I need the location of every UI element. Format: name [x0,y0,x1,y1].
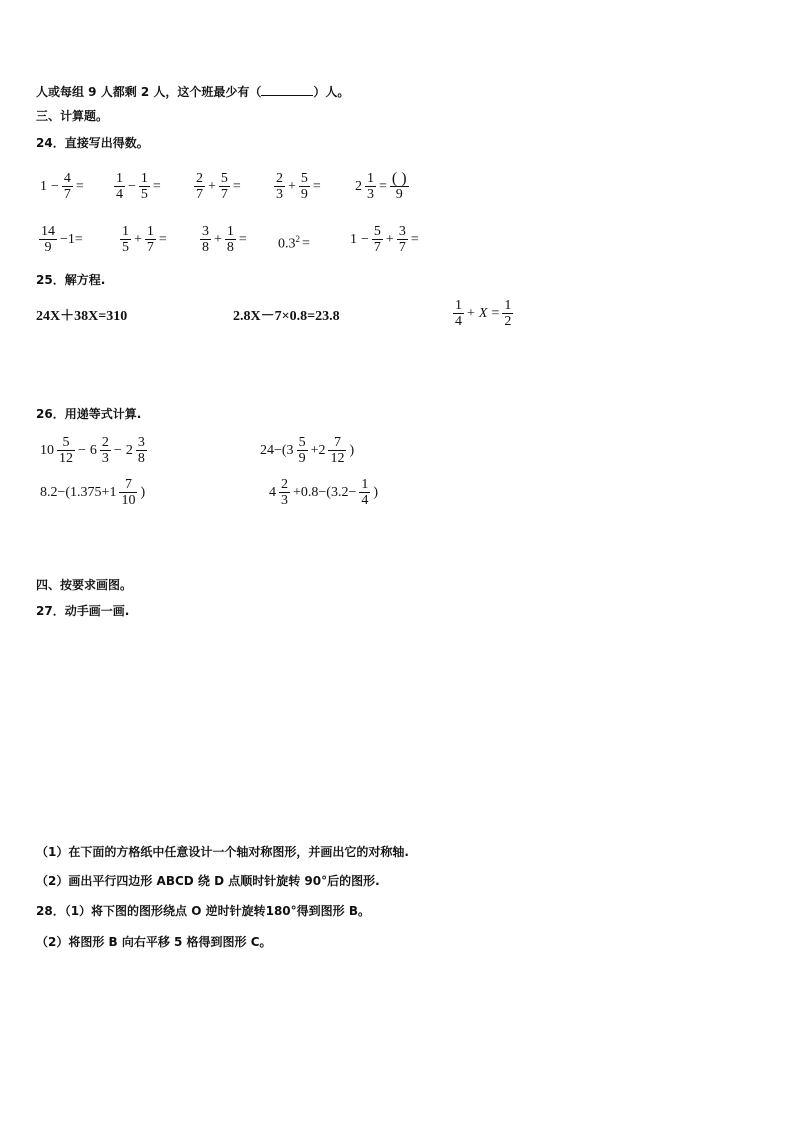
denominator: 12 [330,451,345,466]
q26-e4 [267,477,380,508]
fraction [62,171,73,202]
whole-part: 2 [355,178,362,194]
denominator: 9 [39,239,57,255]
equals: = [312,178,321,194]
whole-part: 6 [89,442,97,458]
numerator: 1 [504,298,512,313]
section-3-heading: 三、计算题。 [36,109,109,123]
fraction [145,224,156,255]
fraction [297,435,308,466]
whole-part: 2 [125,442,133,458]
whole-part: 10 [40,442,54,458]
numerator: 1 [226,224,234,239]
q24-r1-e2 [113,171,163,202]
numerator: 2 [276,171,283,186]
equals: = [238,231,247,247]
numerator: 5 [62,435,70,450]
fraction [299,171,310,202]
denominator: 7 [63,187,71,202]
q24-r2-e3 [199,224,249,255]
denominator: 4 [116,187,123,202]
whole-part: 4 [269,484,276,500]
operator: + [214,231,222,247]
numerator: 14 [41,224,55,239]
close-paren: ) [349,442,355,458]
denominator: 4 [455,314,462,329]
fraction [453,298,464,329]
q24-r1-e4 [273,171,323,202]
operator: − [78,442,86,458]
q25-eq1: 24X＋38X=310 [36,309,128,324]
q28-part1: 28．（1）将下图的图形绕点 O 逆时针旋转180°得到图形 B。 [36,904,370,918]
top-line-text-a: 人或每组 9 人都剩 2 人，这个班最少有（ [36,85,262,99]
denominator: 8 [202,240,209,255]
q28-part2: （2）将图形 B 向右平移 5 格得到图形 C。 [36,935,272,949]
expression-lead: 8.2−(1.375+1 [40,484,117,500]
equals: = [302,236,310,252]
fraction [200,224,211,255]
fraction [219,171,230,202]
denominator: 3 [101,451,109,466]
numerator: 4 [63,171,71,186]
fraction [390,171,409,202]
equals: = [410,231,419,247]
denominator: 7 [196,187,203,202]
numerator: 1 [455,298,462,313]
numerator: 1 [116,171,123,186]
q24-r2-e5 [348,224,421,255]
base: 0.3 [278,236,296,252]
denominator: 7 [373,240,381,255]
top-line-text-b: ）人。 [313,85,350,99]
operator: + [134,231,142,247]
top-line [36,84,349,100]
denominator: 7 [146,240,154,255]
fraction [502,298,513,329]
fraction [120,224,131,255]
equals: = [491,305,500,321]
q24-title: 24．直接写出得数。 [36,136,149,150]
fraction [274,171,285,202]
fraction [225,224,236,255]
denominator: 9 [298,451,306,466]
fraction [136,435,147,466]
fraction [119,477,137,508]
q26-e1 [38,435,148,466]
close-paren: ) [373,484,379,500]
fraction [397,224,408,255]
equals: = [158,231,167,247]
denominator: 5 [122,240,129,255]
fraction [365,171,376,202]
operand: 1 [40,178,47,194]
operator: − [113,442,122,458]
section-4-heading: 四、按要求画图。 [36,578,133,592]
numerator: 1 [146,224,154,239]
denominator: 5 [140,187,148,202]
equals: = [379,178,387,194]
numerator: 1 [361,477,369,492]
numerator: 5 [373,224,381,239]
numerator: 2 [196,171,203,186]
numerator: 1 [122,224,129,239]
fraction [372,224,383,255]
fraction [57,435,75,466]
variable: X [478,305,488,321]
fraction [139,171,150,202]
denominator: 4 [361,493,369,508]
fraction [100,435,111,466]
operator: +2 [310,442,326,458]
denominator: 10 [121,493,136,508]
denominator: 8 [137,451,145,466]
denominator: 7 [398,240,406,255]
numerator: 1 [140,171,148,186]
q25-eq3 [452,298,514,329]
q26-title: 26．用递等式计算. [36,407,142,421]
denominator: 3 [276,187,283,202]
equals: = [232,178,241,194]
fraction [114,171,125,202]
numerator: 2 [101,435,109,450]
fraction [328,435,346,466]
q27-part1: （1）在下面的方格纸中任意设计一个轴对称图形，并画出它的对称轴. [36,845,409,859]
answer-blank [261,84,313,96]
q24-r2-e1 [38,224,85,255]
q24-r1-e5 [353,171,410,202]
operator: + [467,305,475,321]
numerator: 3 [137,435,145,450]
operator: − [128,178,136,194]
denominator: 3 [367,187,374,202]
expression-lead: 24−(3 [260,442,294,458]
numerator: 1 [367,171,374,186]
close-paren: ) [140,484,146,500]
operator: − [361,231,369,247]
q24-r2-e4 [278,234,312,253]
denominator: 12 [59,451,73,466]
blank-numerator: ( ) [391,170,407,187]
q25-title: 25．解方程. [36,273,106,287]
q25-eq2: 2.8X－7×0.8=23.8 [233,309,340,324]
q24-r1-e1 [38,171,86,202]
tail-expression: −1= [60,231,83,247]
fraction [279,477,290,508]
operand: 1 [350,231,357,247]
fraction [194,171,205,202]
denominator: 8 [226,240,234,255]
exponent: 2 [295,234,300,244]
numerator: 7 [124,477,132,492]
fraction [39,224,57,255]
operator: + [385,231,394,247]
equals: = [75,178,84,194]
equals: = [152,178,161,194]
numerator: 5 [300,171,308,186]
numerator: 3 [202,224,209,239]
operator: + [208,178,216,194]
q26-e2 [258,435,356,466]
denominator: 2 [504,314,512,329]
q24-r1-e3 [193,171,243,202]
q24-r2-e2 [119,224,169,255]
denominator: 9 [300,187,308,202]
operator: + [288,178,296,194]
denominator: 3 [281,493,288,508]
denominator: 7 [220,187,228,202]
expression-middle: +0.8−(3.2− [293,484,357,500]
fraction [359,477,370,508]
q27-part2: （2）画出平行四边形 ABCD 绕 D 点顺时针旋转 90°后的图形. [36,874,380,888]
numerator: 3 [398,224,406,239]
numerator: 2 [281,477,288,492]
numerator: 5 [220,171,228,186]
q26-e3 [38,477,147,508]
operator: − [51,178,59,194]
denominator: 9 [390,186,409,202]
numerator: 7 [333,435,341,450]
q27-title: 27．动手画一画. [36,604,130,618]
numerator: 5 [298,435,306,450]
